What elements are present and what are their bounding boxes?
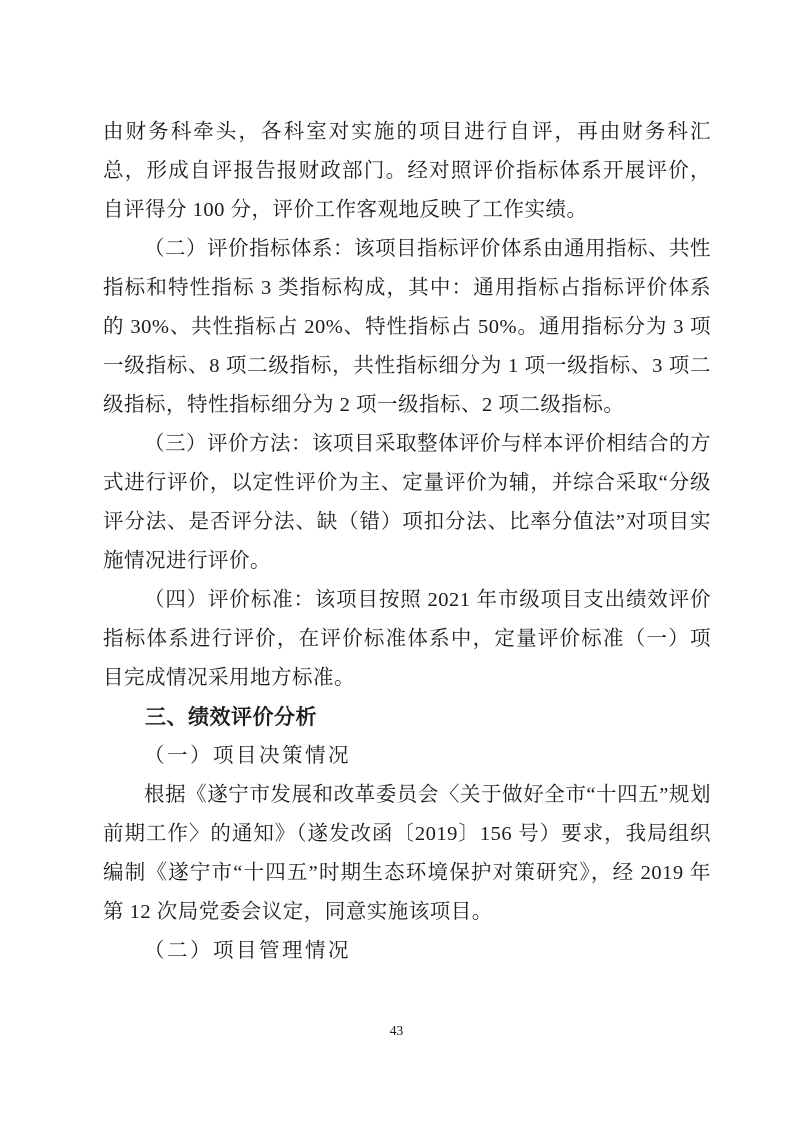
- page-number: 43: [389, 1023, 404, 1038]
- paragraph-project-decision-detail: 根据《遂宁市发展和改革委员会〈关于做好全市“十四五”规划前期工作〉的通知》（遂发改函〔2019〕156 号）要求，我局组织编制《遂宁市“十四五”时期生态环境保护对策研究》，经 2019 年第 12 次局党委会议定，同意实施该项目。: [103, 784, 711, 923]
- paragraph-evaluation-method: （三）评价方法：该项目采取整体评价与样本评价相结合的方式进行评价，以定性评价为主、定量评价为辅，并综合采取“分级评分法、是否评分法、缺（错）项扣分法、比率分值法”对项目实施情况进行评价。: [103, 433, 711, 572]
- paragraph-indicator-system: （二）评价指标体系：该项目指标评价体系由通用指标、共性指标和特性指标 3 类指标构成，其中：通用指标占指标评价体系的 30%、共性指标占 20%、特性指标占 50%。通用指标分为 3 项一级指标、8 项二级指标，共性指标细分为 1 项一级指标、3 项二级指标，特性指标细分为 2 项一级指标、2 项二级指标。: [103, 238, 711, 416]
- subsection-heading-project-management: （二）项目管理情况: [144, 940, 351, 962]
- document-body: [103, 113, 711, 971]
- paragraph-evaluation-standard: （四）评价标准：该项目按照 2021 年市级项目支出绩效评价指标体系进行评价，在评价标准体系中，定量评价标准（一）项目完成情况采用地方标准。: [103, 589, 711, 689]
- subsection-heading-project-decision: （一）项目决策情况: [144, 745, 351, 767]
- paragraph-self-evaluation: 由财务科牵头，各科室对实施的项目进行自评，再由财务科汇总，形成自评报告报财政部门。经对照评价指标体系开展评价，自评得分 100 分，评价工作客观地反映了工作实绩。: [103, 121, 711, 221]
- section-heading-performance-analysis: 三、绩效评价分析: [145, 706, 317, 729]
